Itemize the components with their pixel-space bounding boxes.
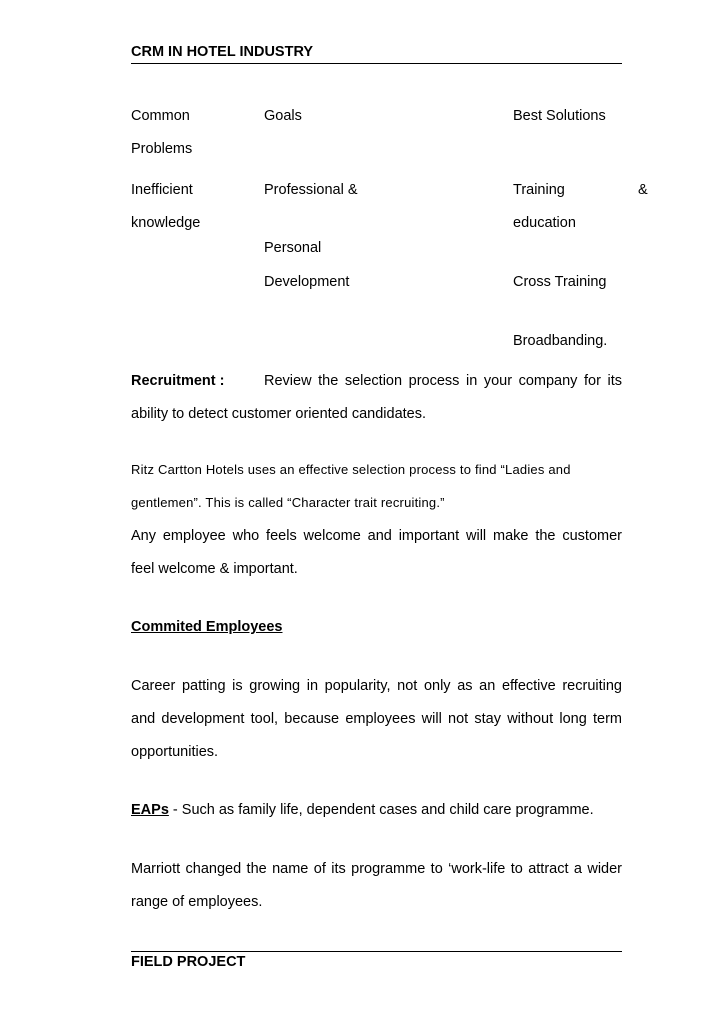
eaps-paragraph [131,803,594,818]
row1-col1-line2: knowledge [131,215,201,231]
col2-header: Goals [264,108,302,124]
row1-col2-line3: Development [264,274,350,290]
recruitment-line2: ability to detect customer oriented candidates. [131,406,426,422]
career-line1: Career patting is growing in popularity, not only as an effective recruiting [131,678,622,694]
row1-col3-line3: Cross Training [513,274,607,290]
recruitment-label: Recruitment : [131,373,225,389]
col1-header-line1: Common [131,108,190,124]
career-line2: and development tool, because employees will not stay without long term [131,711,622,727]
row1-col2-line2: Personal [264,240,322,256]
ritz-line2: gentlemen”. This is called “Character trait recruiting.” [131,495,445,510]
career-line3: opportunities. [131,744,219,760]
committed-heading: Commited Employees [131,619,283,635]
header-rule [131,63,622,64]
col1-header-line2: Problems [131,141,193,157]
eaps-label: EAPs [131,802,169,818]
row1-col2-line1: Professional & [264,182,358,198]
welcome-line2: feel welcome & important. [131,561,298,577]
footer-rule [131,951,622,952]
col3-header: Best Solutions [513,108,606,124]
row1-col3-line1: Training [513,182,565,198]
page-footer-title: FIELD PROJECT [131,954,246,970]
ritz-line1: Ritz Cartton Hotels uses an effective selection process to find “Ladies and [131,462,571,477]
eaps-text: - Such as family life, dependent cases and child care programme. [168,802,594,818]
page-header-title: CRM IN HOTEL INDUSTRY [131,44,314,60]
welcome-line1: Any employee who feels welcome and important will make the customer [131,528,622,544]
row1-col3-ampersand: & [638,182,648,198]
recruitment-line1: Review the selection process in your company for its [264,373,622,389]
row1-col3-line2: education [513,215,576,231]
row1-col3-line4: Broadbanding. [513,333,608,349]
marriott-line2: range of employees. [131,894,263,910]
marriott-line1: Marriott changed the name of its programme to ‘work-life to attract a wider [131,861,622,877]
row1-col1-line1: Inefficient [131,182,193,198]
